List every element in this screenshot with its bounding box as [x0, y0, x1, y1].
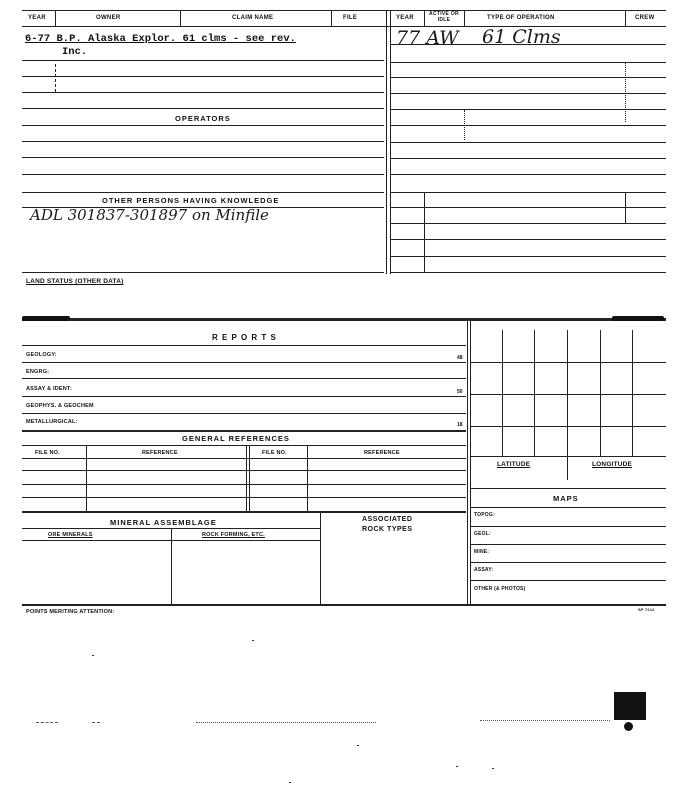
rule: [470, 562, 666, 563]
rock-types-heading: ROCK TYPES: [362, 526, 413, 533]
col-active-or-idle: ACTIVE OR IDLE: [429, 11, 459, 23]
col-crew: CREW: [635, 15, 655, 21]
scan-speck: [456, 766, 458, 767]
scan-blot: [624, 722, 633, 731]
col-year2: YEAR: [396, 15, 414, 21]
scan-speck: [36, 722, 58, 723]
maps-assay: ASSAY:: [474, 567, 494, 573]
divider: [625, 192, 626, 224]
redaction-mark-right: [612, 316, 664, 321]
rule: [22, 362, 466, 363]
divider: [55, 10, 56, 26]
divider: [502, 330, 503, 456]
gr-col-file-no-1: FILE NO.: [35, 450, 60, 456]
divider: [534, 330, 535, 456]
redaction-mark-left: [22, 316, 70, 321]
maps-topog: TOPOG:: [474, 512, 495, 518]
other-persons-heading: OTHER PERSONS HAVING KNOWLEDGE: [102, 196, 280, 205]
rule: [470, 488, 666, 489]
rule: [470, 507, 666, 508]
rule: [470, 426, 666, 427]
rule: [390, 174, 666, 175]
divider: [249, 445, 250, 511]
report-metallurgical: METALLURGICAL:: [26, 419, 78, 425]
divider: [424, 192, 425, 272]
maps-mine: MINE:: [474, 549, 490, 555]
divider: [86, 445, 87, 511]
gr-col-reference-2: REFERENCE: [364, 450, 400, 456]
land-status-label: LAND STATUS (OTHER DATA): [26, 278, 124, 285]
divider: [320, 511, 321, 604]
col-owner: OWNER: [96, 15, 121, 21]
rule: [22, 511, 466, 513]
rule: [390, 158, 666, 159]
divider: [180, 10, 181, 26]
points-meriting-attention: POINTS MERITING ATTENTION:: [26, 609, 115, 615]
rule: [22, 497, 466, 498]
rule: [390, 256, 666, 257]
maps-heading: MAPS: [553, 494, 579, 503]
maps-other: OTHER (& PHOTOS): [474, 586, 526, 592]
col-claim-name: CLAIM NAME: [232, 15, 274, 21]
rule: [470, 362, 666, 363]
report-assay-num: 50: [457, 389, 463, 395]
divider: [600, 330, 601, 456]
operators-heading: OPERATORS: [175, 114, 231, 123]
header-bottom-rule: [22, 26, 666, 27]
general-references-heading: GENERAL REFERENCES: [182, 434, 290, 443]
rule: [470, 526, 666, 527]
handwritten-year-status: 77 AW: [396, 27, 459, 49]
rule: [22, 430, 466, 432]
header-top-rule: [22, 10, 666, 11]
reports-maps-divider: [467, 320, 468, 604]
divider: [171, 528, 172, 604]
rule: [390, 142, 666, 143]
scan-speck: [196, 722, 376, 723]
main-divider: [386, 10, 387, 274]
rule: [22, 60, 384, 61]
latitude-label: LATITUDE: [497, 461, 531, 468]
handwritten-adl-note: ADL 301837-301897 on Minfile: [30, 206, 269, 224]
rule: [22, 484, 466, 485]
divider: [625, 10, 626, 26]
rule: [390, 125, 666, 126]
col-type-of-operation: TYPE OF OPERATION: [487, 15, 555, 21]
rule: [22, 108, 384, 109]
col-year: YEAR: [28, 15, 46, 21]
longitude-label: LONGITUDE: [592, 461, 633, 468]
rule: [390, 272, 666, 273]
rule: [470, 580, 666, 581]
scan-speck: [492, 768, 494, 769]
rock-forming-label: ROCK FORMING, ETC.: [202, 532, 265, 538]
scan-speck: [92, 722, 100, 723]
rule: [390, 239, 666, 240]
scan-speck: [357, 745, 359, 746]
rule: [22, 174, 384, 175]
ore-minerals-label: ORE MINERALS: [48, 532, 93, 538]
rule: [22, 272, 384, 273]
report-geology: GEOLOGY:: [26, 352, 57, 358]
reports-top-rule: [22, 318, 666, 321]
gr-col-file-no-2: FILE NO.: [262, 450, 287, 456]
divider: [567, 330, 568, 480]
rule: [22, 157, 384, 158]
divider: [55, 64, 56, 92]
report-geology-num: 48: [457, 355, 463, 361]
col-file: FILE: [343, 15, 358, 21]
rule: [22, 92, 384, 93]
rule: [470, 394, 666, 395]
divider: [307, 445, 308, 511]
report-metallurgical-num: 18: [457, 422, 463, 428]
rule: [390, 44, 666, 45]
divider: [331, 10, 332, 26]
rule: [470, 544, 666, 545]
rule: [22, 413, 466, 414]
rule: [22, 378, 466, 379]
form-number: SP 7212: [638, 607, 655, 612]
rule: [22, 192, 384, 193]
scan-speck: [289, 782, 291, 783]
rule: [22, 604, 666, 606]
divider: [464, 110, 465, 140]
scan-speck: [92, 655, 94, 656]
handwritten-operation-type: 61 Clms: [482, 26, 561, 48]
rule: [22, 345, 466, 346]
maps-geol: GEOL:: [474, 531, 491, 537]
reports-heading: R E P O R T S: [212, 333, 277, 342]
rule: [22, 445, 466, 446]
associated-heading: ASSOCIATED: [362, 516, 413, 523]
divider: [625, 62, 626, 122]
rule: [22, 396, 466, 397]
rule: [22, 76, 384, 77]
black-registration-mark: [614, 692, 646, 720]
report-geophys: GEOPHYS. & GEOCHEM: [26, 403, 94, 409]
divider: [246, 445, 247, 511]
divider: [464, 10, 465, 26]
scan-speck: [252, 640, 254, 641]
report-engrg: ENGRG:: [26, 369, 50, 375]
rule: [22, 458, 466, 459]
divider: [632, 330, 633, 456]
gr-col-reference-1: REFERENCE: [142, 450, 178, 456]
owner-entry-line1: 6-77 B.P. Alaska Explor. 61 clms - see rev.: [25, 33, 296, 45]
report-assay: ASSAY & IDENT:: [26, 386, 72, 392]
rule: [22, 470, 466, 471]
divider: [424, 10, 425, 26]
owner-entry-line2: Inc.: [62, 46, 88, 58]
rule: [22, 125, 384, 126]
mineral-assemblage-heading: MINERAL ASSEMBLAGE: [110, 518, 217, 527]
rule: [22, 141, 384, 142]
rule: [470, 456, 666, 457]
scan-speck: [480, 720, 610, 721]
